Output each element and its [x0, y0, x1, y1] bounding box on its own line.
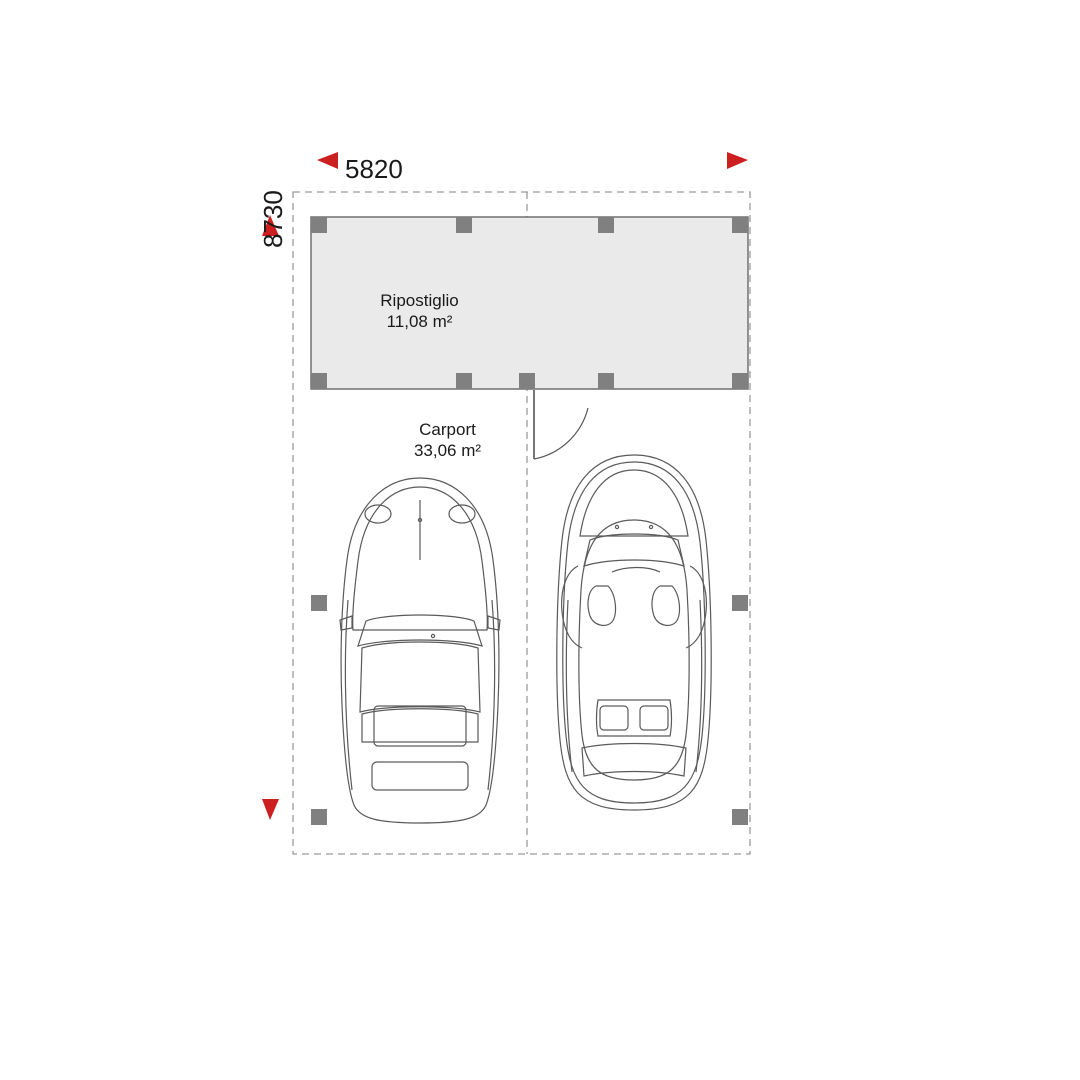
- car-seat-right: [652, 586, 679, 625]
- dimension-width-label: 5820: [345, 154, 403, 184]
- car-rear-seat-right: [640, 706, 668, 730]
- post: [311, 373, 327, 389]
- post: [519, 373, 535, 389]
- car-cabin: [579, 520, 689, 780]
- car-windshield: [584, 534, 684, 566]
- car-detail-dot: [615, 525, 618, 528]
- post: [311, 595, 327, 611]
- car-rear-deck: [374, 706, 466, 746]
- vehicle-right: [557, 455, 711, 810]
- post: [598, 373, 614, 389]
- post: [732, 809, 748, 825]
- post: [732, 373, 748, 389]
- car-rear-seat-left: [600, 706, 628, 730]
- room-name-storage: Ripostiglio: [380, 291, 459, 310]
- post: [456, 217, 472, 233]
- car-seat-left: [588, 586, 615, 625]
- post: [732, 217, 748, 233]
- vehicle-left: [340, 478, 500, 823]
- room-label-storage: [322, 290, 517, 333]
- car-steering-wheel: [612, 568, 660, 573]
- room-area-carport: 33,06 m²: [413, 441, 482, 461]
- arrow-down-icon: [262, 799, 279, 820]
- post: [311, 809, 327, 825]
- post: [311, 217, 327, 233]
- car-body-outline: [557, 455, 711, 810]
- dimension-height: [262, 215, 279, 820]
- room-name-carport: Carport: [419, 420, 476, 439]
- car-rear-bumper: [372, 762, 468, 790]
- post: [456, 373, 472, 389]
- car-outer-shell: [563, 462, 705, 803]
- car-hood-panel: [580, 470, 688, 536]
- post-group-carport-bottom: [311, 809, 748, 825]
- arrow-left-icon: [317, 152, 338, 169]
- car-rear-window: [362, 709, 478, 742]
- post: [598, 217, 614, 233]
- post: [732, 595, 748, 611]
- room-area-storage: 11,08 m²: [386, 312, 453, 332]
- car-roof: [360, 642, 480, 712]
- dimension-height-label: 8730: [258, 190, 288, 248]
- room-label-carport: [350, 419, 545, 462]
- post-group-mid: [311, 595, 748, 611]
- arrow-right-icon: [727, 152, 748, 169]
- car-detail-dot: [431, 634, 434, 637]
- car-detail-dot: [649, 525, 652, 528]
